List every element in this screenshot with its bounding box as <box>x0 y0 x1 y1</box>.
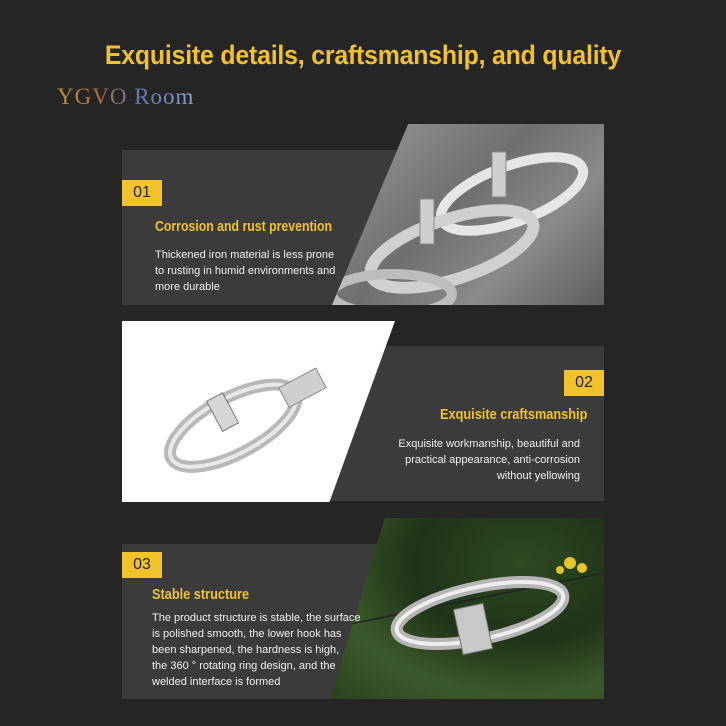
feature-3-line: The product structure is stable, the surface <box>152 612 361 624</box>
feature-1-description <box>155 247 355 295</box>
feature-3-line: the 360 ° rotating ring design, and the <box>152 660 336 672</box>
feature-1-title: Corrosion and rust prevention <box>155 218 333 235</box>
feature-2-line: without yellowing <box>496 470 580 482</box>
brand-watermark: YGVO Room <box>57 84 195 109</box>
feature-1-number-badge: 01 <box>122 180 162 206</box>
feature-1-line: Thickened iron material is less prone <box>155 249 335 261</box>
feature-2-title: Exquisite craftsmanship <box>440 406 588 423</box>
feature-1-line: more durable <box>155 281 220 293</box>
feature-3-title: Stable structure <box>152 586 250 603</box>
feature-3-line: welded interface is formed <box>152 676 281 688</box>
feature-3-line: is polished smooth, the lower hook has <box>152 628 342 640</box>
feature-3-line: been sharpened, the hardness is high, <box>152 644 340 656</box>
feature-1-line: to rusting in humid environments and <box>155 265 336 277</box>
feature-2-description <box>380 436 580 484</box>
feature-2-line: Exquisite workmanship, beautiful and <box>398 438 580 450</box>
feature-3-description <box>152 610 372 690</box>
feature-3-number-badge: 03 <box>122 552 162 578</box>
feature-2-number-badge: 02 <box>564 370 604 396</box>
page-headline: Exquisite details, craftsmanship, and quality <box>104 40 622 70</box>
feature-2-line: practical appearance, anti-corrosion <box>405 454 580 466</box>
